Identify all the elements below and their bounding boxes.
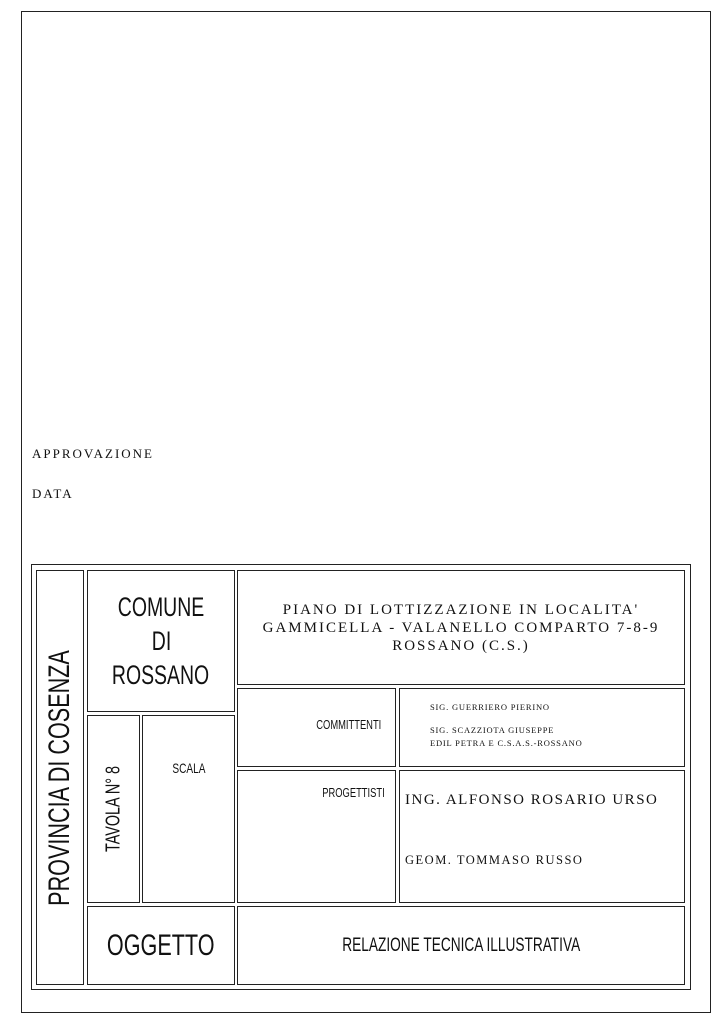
progettisti-names-cell: [399, 770, 685, 903]
progettisti-cell: [237, 770, 396, 903]
committenti-cell: [237, 688, 396, 767]
progettista-2: GEOM. TOMMASO RUSSO: [405, 853, 584, 867]
data-label: DATA: [32, 486, 74, 501]
progettista-1: ING. ALFONSO ROSARIO URSO: [405, 792, 659, 808]
piano-line-1: PIANO DI LOTTIZZAZIONE IN LOCALITA': [282, 601, 640, 618]
scala-label: SCALA: [171, 760, 206, 776]
oggetto-cell: [87, 906, 235, 985]
committente-1: SIG. GUERRIERO PIERINO: [430, 702, 550, 712]
committente-3: EDIL PETRA E C.S.A.S.-ROSSANO: [430, 738, 583, 748]
tavola-label: TAVOLA N° 8: [102, 765, 124, 853]
piano-line-3: ROSSANO (C.S.): [392, 637, 530, 654]
committenti-names-cell: [399, 688, 685, 767]
scala-cell: [142, 715, 235, 903]
provincia-cell: [36, 570, 84, 985]
progettisti-label: PROGETTISTI: [322, 785, 385, 800]
comune-line-2: DI: [151, 626, 171, 656]
committenti-label: COMMITTENTI: [316, 717, 381, 732]
relazione-label: RELAZIONE TECNICA ILLUSTRATIVA: [342, 934, 580, 956]
piano-line-2: GAMMICELLA - VALANELLO COMPARTO 7-8-9: [262, 619, 660, 636]
approvazione-label: APPROVAZIONE: [32, 446, 154, 461]
comune-line-1: COMUNE: [117, 592, 205, 622]
tavola-cell: [87, 715, 140, 903]
relazione-cell: [237, 906, 685, 985]
comune-line-3: ROSSANO: [112, 660, 210, 690]
piano-cell: [237, 570, 685, 685]
committente-2: SIG. SCAZZIOTA GIUSEPPE: [430, 725, 555, 735]
provincia-label: PROVINCIA DI COSENZA: [43, 649, 76, 906]
oggetto-label: OGGETTO: [107, 928, 215, 962]
comune-cell: [87, 570, 235, 712]
